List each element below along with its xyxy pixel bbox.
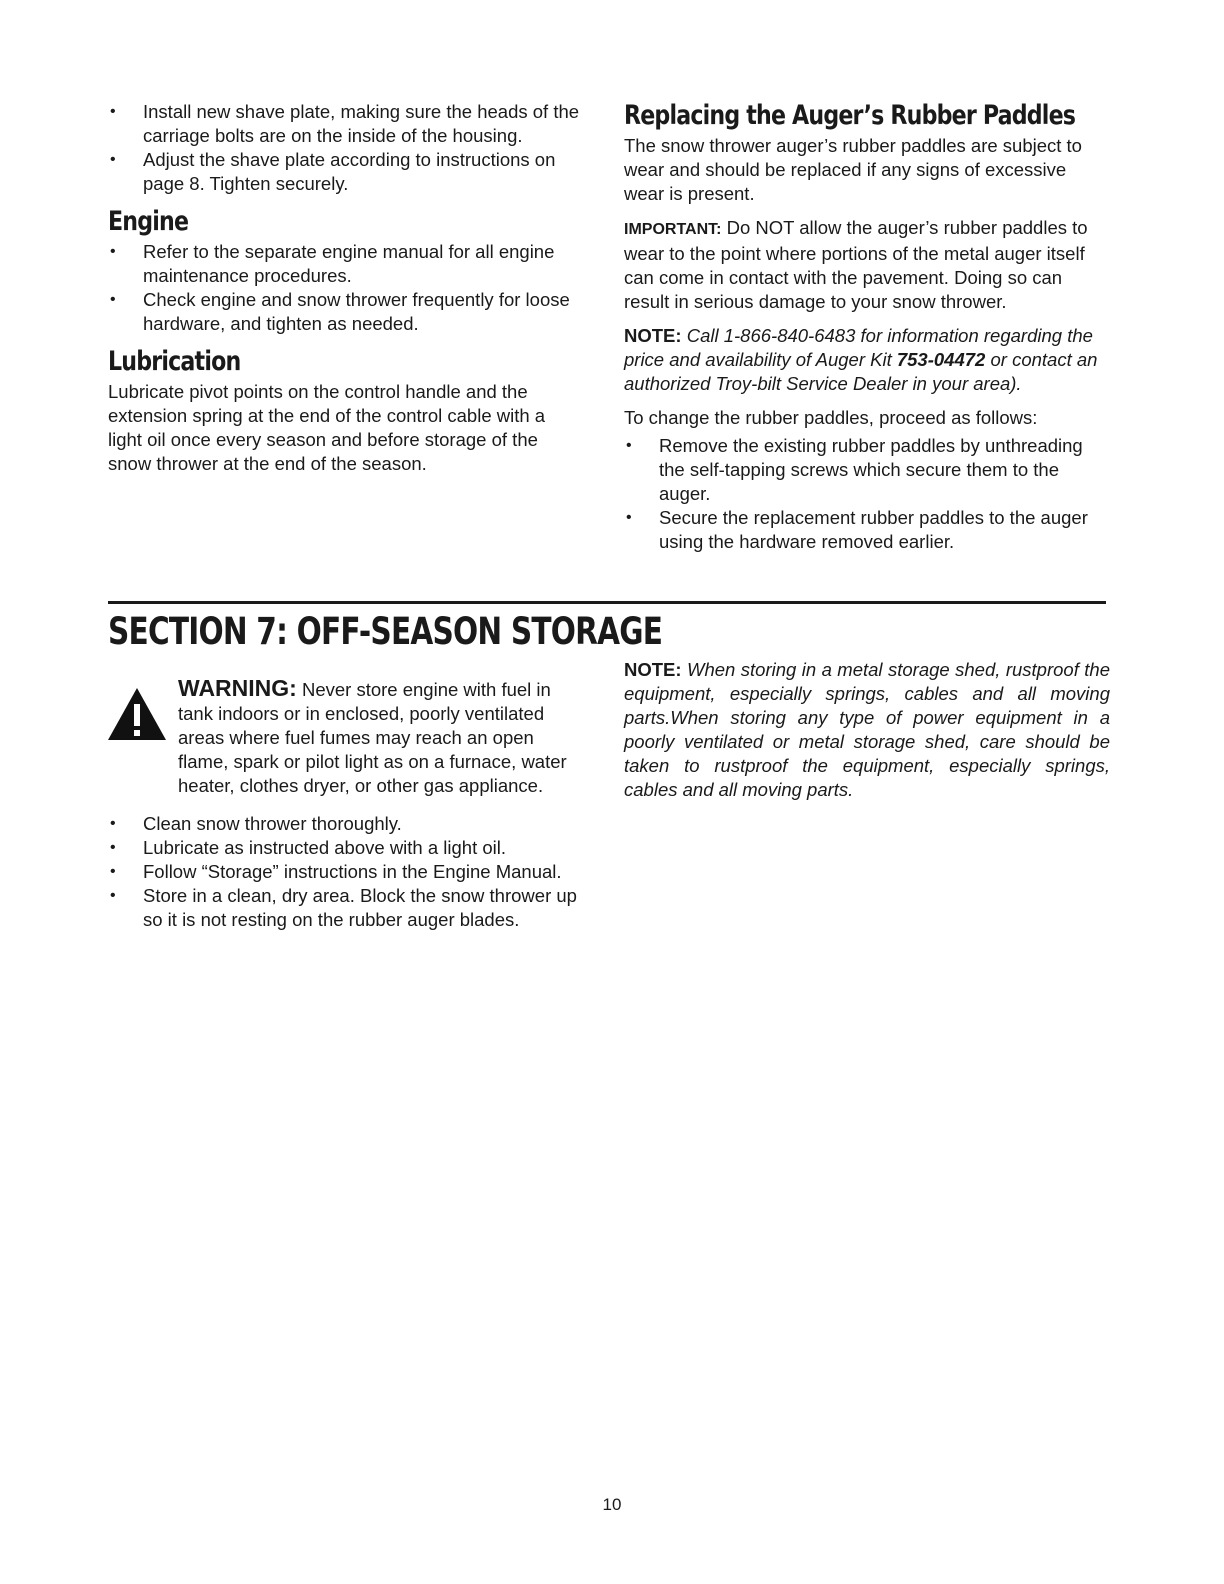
engine-list (108, 240, 583, 336)
shave-plate-list (108, 100, 583, 196)
list-item: • Follow “Storage” instructions in the Engine Manual. (108, 860, 583, 884)
warning-triangle-icon (106, 686, 168, 748)
page-number: 10 (602, 1495, 622, 1514)
list-item: • Check engine and snow thrower frequently for loose hardware, and tighten as needed. (108, 288, 583, 336)
left-column-top (108, 100, 583, 486)
list-item: • Install new shave plate, making sure the heads of the carriage bolts are on the inside of the housing. (108, 100, 583, 148)
engine-heading: Engine (108, 206, 189, 237)
storage-note (624, 658, 1110, 802)
list-item: • Refer to the separate engine manual for all engine maintenance procedures. (108, 240, 583, 288)
note-text: Call 1-866-840-6483 for information regarding the price and availability of Auger Kit (624, 325, 1093, 370)
section-divider (108, 601, 1106, 604)
important-label: IMPORTANT: (624, 221, 722, 238)
important-text: Do NOT allow the auger’s rubber paddles to wear to the point where portions of the metal auger itself can come in contact with the pavement. Doing so can result in serious damage to your snow thrower. (624, 217, 1088, 312)
list-item: • Remove the existing rubber paddles by unthreading the self-tapping screws which secure them to the auger. (624, 434, 1110, 506)
section-title: SECTION 7: OFF-SEASON STORAGE (108, 610, 663, 653)
note-label: NOTE: (624, 659, 682, 680)
auger-kit-number: 753-04472 (896, 349, 986, 370)
auger-intro: The snow thrower auger’s rubber paddles are subject to wear and should be replaced if any signs of excessive wear is present. (624, 135, 1082, 204)
right-column-top (624, 100, 1110, 554)
lubrication-text: Lubricate pivot points on the control handle and the extension spring at the end of the control cable with a light oil once every season and before storage of the snow thrower at the end of the season. (108, 381, 546, 474)
important-paragraph (624, 216, 1110, 314)
note-text-end: or contact an authorized Troy-bilt Service Dealer in your area). (624, 349, 1098, 394)
storage-left-column (108, 676, 583, 932)
list-item: • Clean snow thrower thoroughly. (108, 812, 583, 836)
storage-note-text: When storing in a metal storage shed, rustproof the equipment, especially springs, cables and all moving parts.When storing any type of power equipment in a poorly ventilated or metal storage shed, care should be taken to rustproof the equipment, especially springs, cables and all moving parts. (624, 659, 1110, 800)
warning-text: Never store engine with fuel in tank indoors or in enclosed, poorly ventilated areas where fuel fumes may reach an open flame, spark or pilot light as on a furnace, water heater, clothes dryer, or other gas appliance. (178, 679, 567, 796)
paddle-steps-list (624, 434, 1110, 554)
list-item: • Adjust the shave plate according to instructions on page 8. Tighten securely. (108, 148, 583, 196)
warning-label: WARNING: (178, 675, 297, 701)
list-item: • Store in a clean, dry area. Block the snow thrower up so it is not resting on the rubber auger blades. (108, 884, 583, 932)
note-label: NOTE: (624, 325, 682, 346)
lubrication-heading: Lubrication (108, 346, 241, 377)
list-item: • Secure the replacement rubber paddles to the auger using the hardware removed earlier. (624, 506, 1110, 554)
change-intro: To change the rubber paddles, proceed as follows: (624, 407, 1038, 428)
storage-right-column (624, 658, 1110, 812)
auger-note (624, 324, 1110, 396)
list-item: • Lubricate as instructed above with a light oil. (108, 836, 583, 860)
auger-paddles-heading: Replacing the Auger’s Rubber Paddles (624, 100, 1076, 131)
storage-list (108, 812, 583, 932)
warning-box (108, 676, 583, 798)
